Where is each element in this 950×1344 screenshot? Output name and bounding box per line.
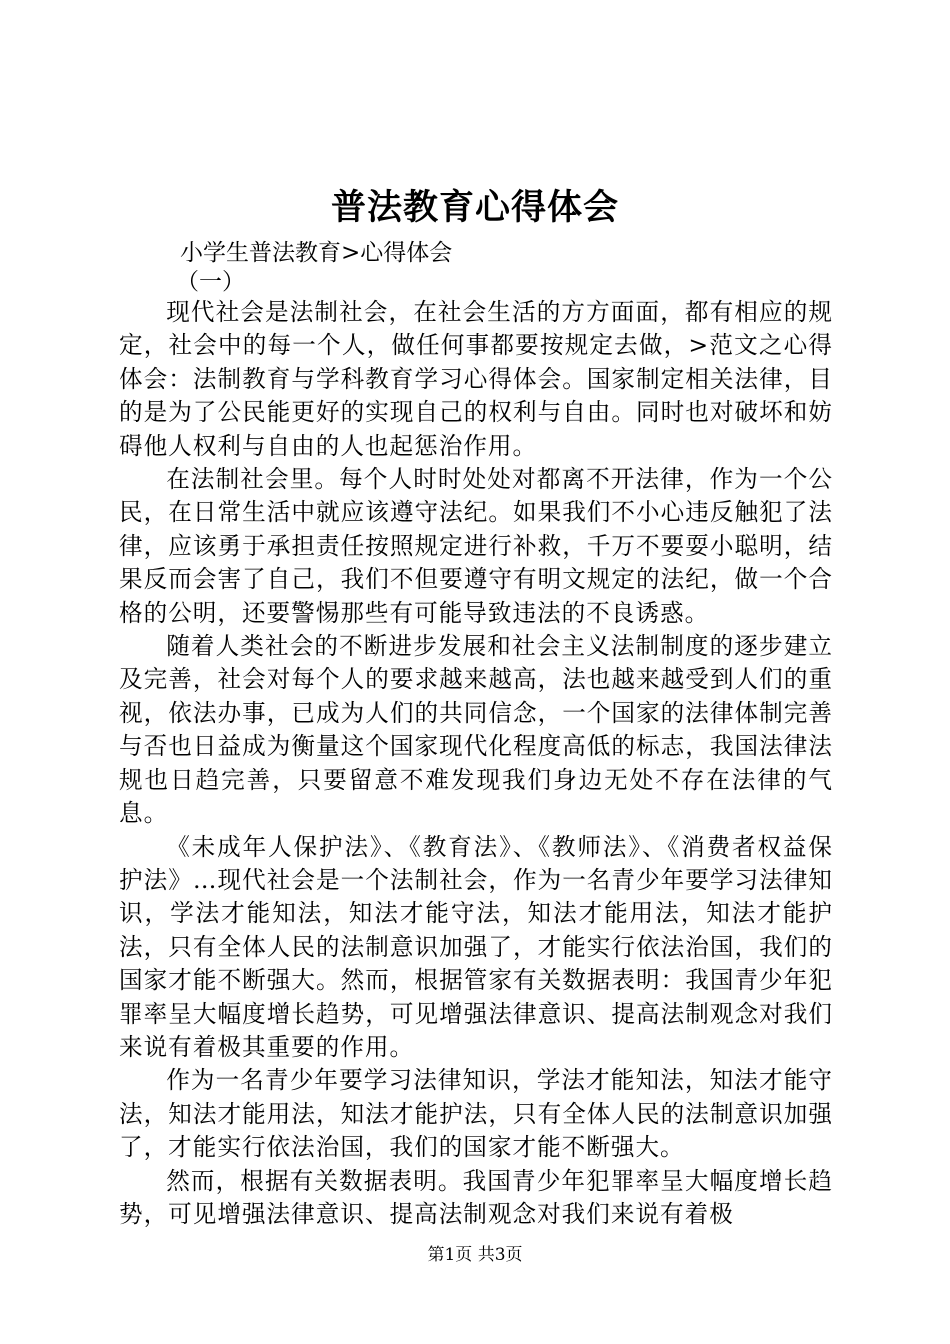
document-subtitle: 小学生普法教育>心得体会 <box>180 240 453 266</box>
paragraph: 《未成年人保护法》、《教育法》、《教师法》、《消费者权益保护法》…现代社会是一个法制社会，作为一名青少年要学习法律知识，学法才能知法，知法才能守法，知法才能用法，知法才能护法，只有全体人民的法制意识加强了，才能实行依法治国，我们的国家才能不断强大。然而，根据管家有关数据表明：我国青少年犯罪率呈大幅度增长趋势，可见增强法律意识、提高法制观念对我们来说有着极其重要的作用。 <box>119 832 833 1061</box>
section-marker: （一） <box>176 269 245 295</box>
paragraph: 随着人类社会的不断进步发展和社会主义法制制度的逐步建立及完善，社会对每个人的要求越来越高，法也越来越受到人们的重视，依法办事，已成为人们的共同信念，一个国家的法律体制完善与否也日益成为衡量这个国家现代化程度高低的标志，我国法律法规也日趋完善，只要留意不难发现我们身边无处不存在法律的气息。 <box>119 632 833 828</box>
document-title: 普法教育心得体会 <box>330 187 619 228</box>
body-text <box>119 296 833 1231</box>
paragraph: 现代社会是法制社会，在社会生活的方方面面，都有相应的规定，社会中的每一个人，做任何事都要按规定去做，>范文之心得体会：法制教育与学科教育学习心得体会。国家制定相关法律，目的是为了公民能更好的实现自己的权利与自由。同时也对破坏和妨碍他人权利与自由的人也起惩治作用。 <box>119 298 833 460</box>
paragraph: 然而，根据有关数据表明。我国青少年犯罪率呈大幅度增长趋势，可见增强法律意识、提高法制观念对我们来说有着极 <box>119 1166 833 1228</box>
paragraph: 作为一名青少年要学习法律知识，学法才能知法，知法才能守法，知法才能用法，知法才能护法，只有全体人民的法制意识加强了，才能实行依法治国，我们的国家才能不断强大。 <box>119 1066 833 1162</box>
paragraph: 在法制社会里。每个人时时处处对都离不开法律，作为一个公民，在日常生活中就应该遵守法纪。如果我们不小心违反触犯了法律，应该勇于承担责任按照规定进行补救，千万不要耍小聪明，结果反而会害了自己，我们不但要遵守有明文规定的法纪，做一个合格的公明，还要警惕那些有可能导致违法的不良诱惑。 <box>119 465 833 627</box>
page-footer: 第1页 共3页 <box>427 1245 523 1265</box>
